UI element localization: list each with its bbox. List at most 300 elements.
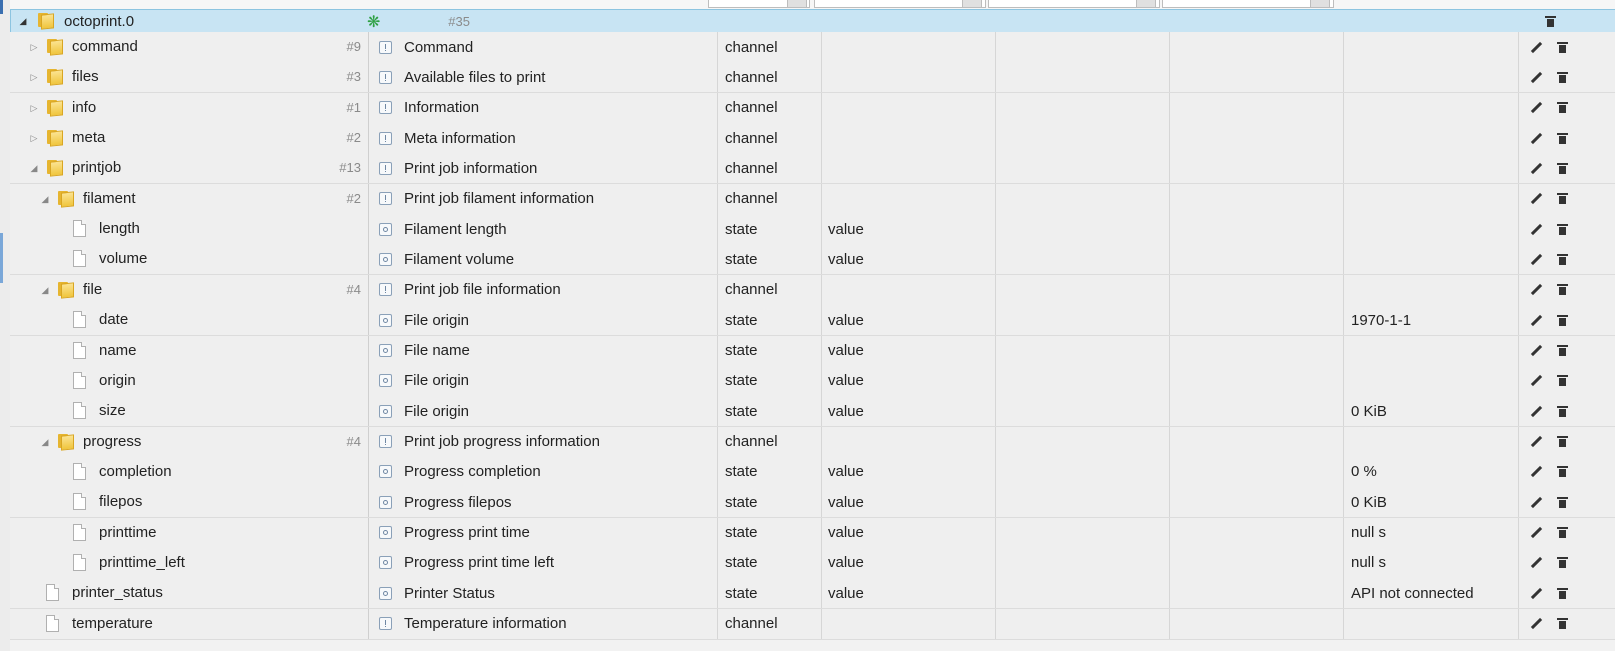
room-cell [996, 396, 1170, 426]
object-count: #3 [346, 69, 361, 85]
trash-icon[interactable] [1549, 184, 1575, 214]
folder-icon [57, 281, 75, 298]
role-cell: value [822, 518, 996, 548]
triangle-right-icon[interactable]: ▷ [30, 133, 38, 144]
pencil-icon[interactable] [1523, 609, 1549, 639]
role-cell: value [822, 244, 996, 274]
actions-cell [1519, 548, 1615, 578]
trash-icon[interactable] [1549, 487, 1575, 517]
id-cell [10, 578, 369, 608]
pencil-icon[interactable] [1523, 396, 1549, 426]
document-icon [73, 524, 86, 541]
id-cell [10, 305, 369, 335]
tree-row[interactable] [10, 578, 1615, 609]
value-cell[interactable] [1344, 366, 1519, 396]
room-cell [996, 336, 1170, 366]
function-cell [1170, 487, 1344, 517]
actions-cell [1519, 396, 1615, 426]
role-cell [822, 153, 996, 183]
triangle-right-icon[interactable]: ▷ [30, 102, 38, 113]
value-cell[interactable]: API not connected [1344, 578, 1519, 608]
pencil-icon[interactable] [1523, 457, 1549, 487]
state-icon [379, 556, 392, 569]
function-cell [1170, 123, 1344, 153]
pencil-icon[interactable] [1523, 366, 1549, 396]
type-cell: state [718, 518, 822, 548]
document-icon [46, 615, 59, 632]
tree-row[interactable] [10, 93, 1615, 124]
role-cell [822, 275, 996, 305]
object-name: Print job filament information [404, 190, 595, 208]
pencil-icon[interactable] [1523, 93, 1549, 123]
id-cell [10, 275, 369, 305]
value-cell[interactable] [1344, 336, 1519, 366]
function-cell [1170, 518, 1344, 548]
value-cell[interactable] [1344, 244, 1519, 274]
value-cell[interactable] [1344, 214, 1519, 244]
role-cell: value [822, 457, 996, 487]
channel-icon [379, 192, 392, 205]
tree-row[interactable] [10, 427, 1615, 458]
actions-cell [1519, 123, 1615, 153]
trash-icon[interactable] [1537, 10, 1563, 33]
type-cell: state [718, 578, 822, 608]
room-cell [996, 578, 1170, 608]
object-id: completion [99, 462, 172, 480]
triangle-right-icon[interactable]: ▷ [30, 72, 38, 83]
room-cell [996, 305, 1170, 335]
room-cell [996, 275, 1170, 305]
object-name: File origin [404, 402, 470, 420]
room-cell [996, 609, 1170, 639]
id-cell [10, 214, 369, 244]
folder-icon [46, 129, 64, 146]
trash-icon[interactable] [1549, 62, 1575, 92]
function-filter-input[interactable] [1162, 0, 1334, 8]
pencil-icon[interactable] [1523, 214, 1549, 244]
channel-icon [379, 101, 392, 114]
object-id: origin [99, 371, 136, 389]
channel-icon [379, 617, 392, 630]
room-cell [996, 244, 1170, 274]
function-cell [1170, 93, 1344, 123]
id-cell [10, 427, 369, 457]
tree-row[interactable] [10, 548, 1615, 579]
type-filter-button[interactable] [787, 0, 807, 8]
name-cell [369, 123, 718, 153]
object-count: #9 [346, 39, 361, 54]
trash-icon[interactable] [1549, 366, 1575, 396]
actions-cell [1519, 336, 1615, 366]
pencil-icon[interactable] [1523, 275, 1549, 305]
role-cell: value [822, 548, 996, 578]
function-cell [1170, 396, 1344, 426]
trash-icon[interactable] [1549, 305, 1575, 335]
function-cell [1170, 62, 1344, 92]
room-cell [996, 123, 1170, 153]
room-cell [996, 548, 1170, 578]
trash-icon[interactable] [1549, 244, 1575, 274]
role-cell: value [822, 366, 996, 396]
name-cell [369, 518, 718, 548]
document-icon [73, 311, 86, 328]
function-cell [1170, 366, 1344, 396]
function-cell [1170, 275, 1344, 305]
folder-icon [46, 159, 64, 176]
room-filter-button[interactable] [1136, 0, 1156, 8]
state-icon [379, 374, 392, 387]
name-cell [369, 275, 718, 305]
function-cell [1170, 578, 1344, 608]
id-cell [10, 487, 369, 517]
type-cell: state [718, 214, 822, 244]
pencil-icon[interactable] [1523, 548, 1549, 578]
room-cell [996, 427, 1170, 457]
tree-row[interactable] [10, 275, 1615, 306]
type-cell: channel [718, 123, 822, 153]
room-cell [996, 32, 1170, 62]
object-id: volume [99, 250, 148, 268]
trash-icon[interactable] [1549, 32, 1575, 62]
function-cell [1170, 609, 1344, 639]
role-cell: value [822, 396, 996, 426]
state-icon [379, 496, 392, 509]
name-cell [369, 578, 718, 608]
name-cell [369, 93, 718, 123]
room-cell [996, 518, 1170, 548]
pencil-icon[interactable] [1523, 578, 1549, 608]
tree-row[interactable] [10, 62, 1615, 93]
triangle-down-icon[interactable]: ◢ [30, 163, 38, 174]
left-nav-strip [0, 0, 10, 651]
pencil-icon[interactable] [1523, 244, 1549, 274]
role-cell [822, 93, 996, 123]
state-icon [379, 405, 392, 418]
type-cell: channel [718, 609, 822, 639]
object-name: Progress print time left [404, 554, 555, 572]
object-id: temperature [72, 614, 153, 632]
pencil-icon[interactable] [1523, 184, 1549, 214]
triangle-down-icon[interactable]: ◢ [41, 284, 49, 295]
role-cell [822, 427, 996, 457]
name-cell [369, 609, 718, 639]
tree-row[interactable] [10, 457, 1615, 488]
id-cell [10, 244, 369, 274]
object-name: Progress filepos [404, 493, 512, 511]
tree-row[interactable] [10, 396, 1615, 427]
object-name: Filament volume [404, 250, 515, 268]
triangle-down-icon[interactable]: ◢ [41, 193, 49, 204]
value-cell[interactable]: null s [1344, 548, 1519, 578]
room-cell [996, 184, 1170, 214]
id-cell [10, 548, 369, 578]
actions-cell [1519, 275, 1615, 305]
tree-row[interactable] [10, 214, 1615, 245]
object-id: filament [83, 189, 136, 207]
value-cell[interactable]: 0 % [1344, 457, 1519, 487]
document-icon [73, 554, 86, 571]
value-cell[interactable] [1344, 93, 1519, 123]
actions-cell [1519, 244, 1615, 274]
tree-row[interactable] [10, 609, 1615, 640]
channel-icon [379, 162, 392, 175]
value-cell[interactable] [1344, 184, 1519, 214]
object-id: name [99, 341, 137, 359]
object-name: Filament length [404, 220, 507, 238]
role-cell [822, 32, 996, 62]
value-cell[interactable] [1344, 153, 1519, 183]
tree-row[interactable] [10, 518, 1615, 549]
actions-cell [1519, 32, 1615, 62]
value-cell[interactable] [1344, 62, 1519, 92]
name-cell [369, 548, 718, 578]
value-cell[interactable] [1344, 427, 1519, 457]
triangle-right-icon[interactable]: ▷ [30, 42, 38, 52]
value-cell[interactable]: 0 KiB [1344, 396, 1519, 426]
value-cell[interactable] [1344, 32, 1519, 62]
pencil-icon[interactable] [1523, 123, 1549, 153]
object-name: File name [404, 342, 470, 359]
name-cell [369, 366, 718, 396]
object-count: #13 [339, 160, 361, 176]
object-name: Printer Status [404, 584, 495, 602]
triangle-down-icon[interactable]: ◢ [19, 16, 27, 26]
name-cell [369, 427, 718, 457]
name-cell [369, 457, 718, 487]
document-icon [73, 463, 86, 480]
state-icon [379, 223, 392, 236]
object-name: Progress completion [404, 463, 541, 481]
object-id: printtime [99, 523, 157, 541]
function-cell [1170, 153, 1344, 183]
folder-icon [46, 68, 64, 85]
room-cell [996, 214, 1170, 244]
function-cell [1170, 305, 1344, 335]
id-cell [10, 32, 369, 62]
pencil-icon[interactable] [1523, 427, 1549, 457]
name-cell [369, 153, 718, 183]
object-count: #1 [346, 99, 361, 115]
trash-icon[interactable] [1549, 123, 1575, 153]
actions-cell [1519, 93, 1615, 123]
object-name: Print job progress information [404, 433, 600, 451]
object-name: File origin [404, 311, 470, 329]
function-cell [1170, 457, 1344, 487]
object-count: #2 [346, 190, 361, 206]
trash-icon[interactable] [1549, 275, 1575, 305]
pencil-icon[interactable] [1523, 62, 1549, 92]
value-cell[interactable]: 1970-1-1 [1344, 305, 1519, 335]
state-icon [379, 465, 392, 478]
pencil-icon[interactable] [1523, 32, 1549, 62]
tree-row[interactable] [10, 184, 1615, 215]
type-cell: state [718, 457, 822, 487]
document-icon [73, 493, 86, 510]
pencil-icon[interactable] [1523, 153, 1549, 183]
actions-cell [1519, 518, 1615, 548]
trash-icon[interactable] [1549, 214, 1575, 244]
type-cell: state [718, 244, 822, 274]
object-name: Information [404, 99, 480, 117]
actions-cell [1519, 184, 1615, 214]
tree-row[interactable] [10, 487, 1615, 518]
role-cell: value [822, 336, 996, 366]
value-cell[interactable]: null s [1344, 518, 1519, 548]
role-filter-input[interactable] [814, 0, 986, 8]
object-name: File origin [404, 372, 470, 390]
room-cell [996, 487, 1170, 517]
id-cell [10, 62, 369, 92]
trash-icon[interactable] [1549, 518, 1575, 548]
actions-cell [1519, 457, 1615, 487]
role-cell [822, 123, 996, 153]
id-cell [10, 93, 369, 123]
name-cell [369, 396, 718, 426]
actions-cell [1519, 305, 1615, 335]
triangle-down-icon[interactable]: ◢ [41, 436, 49, 447]
octoprint-logo-icon: ❋ [367, 13, 381, 31]
type-cell: state [718, 366, 822, 396]
state-icon [379, 526, 392, 539]
room-filter-input[interactable] [988, 0, 1160, 8]
folder-icon [37, 12, 55, 29]
function-cell [1170, 336, 1344, 366]
role-cell [822, 62, 996, 92]
object-id: printtime_left [99, 553, 185, 571]
value-cell[interactable] [1344, 123, 1519, 153]
object-name: Print job information [404, 159, 538, 177]
object-count: #4 [346, 433, 361, 449]
value-cell[interactable] [1344, 275, 1519, 305]
trash-icon[interactable] [1549, 457, 1575, 487]
state-icon [379, 253, 392, 266]
document-icon [46, 584, 59, 601]
object-name: Temperature information [404, 615, 567, 633]
adapter-object-count: #35 [448, 14, 470, 29]
value-cell[interactable]: 0 KiB [1344, 487, 1519, 517]
name-cell [369, 487, 718, 517]
tree-row[interactable] [10, 305, 1615, 336]
pencil-icon[interactable] [1523, 487, 1549, 517]
object-name: Meta information [404, 129, 516, 147]
name-cell [369, 214, 718, 244]
adapter-id: octoprint.0 [64, 13, 135, 30]
type-cell: channel [718, 427, 822, 457]
object-id: info [72, 98, 97, 116]
room-cell [996, 366, 1170, 396]
object-id: printjob [72, 159, 122, 177]
actions-cell [1519, 62, 1615, 92]
actions-cell [1519, 578, 1615, 608]
id-cell [10, 184, 369, 214]
id-cell [10, 366, 369, 396]
name-cell [369, 244, 718, 274]
document-icon [73, 372, 86, 389]
function-cell [1170, 32, 1344, 62]
object-count: #2 [346, 130, 361, 146]
name-cell [369, 184, 718, 214]
tree-row[interactable] [10, 153, 1615, 184]
trash-icon[interactable] [1549, 548, 1575, 578]
tree-row[interactable] [10, 123, 1615, 154]
role-filter-button[interactable] [962, 0, 982, 8]
object-id: printer_status [72, 584, 163, 602]
trash-icon[interactable] [1549, 336, 1575, 366]
role-cell: value [822, 214, 996, 244]
actions-cell [1519, 427, 1615, 457]
nav-active-marker [0, 0, 3, 14]
pencil-icon[interactable] [1523, 305, 1549, 335]
adapter-row-octoprint[interactable] [10, 9, 1615, 34]
type-cell: state [718, 487, 822, 517]
object-id: size [99, 402, 126, 420]
tree-row[interactable] [10, 244, 1615, 275]
pencil-icon[interactable] [1523, 336, 1549, 366]
trash-icon[interactable] [1549, 427, 1575, 457]
object-id: length [99, 220, 140, 238]
actions-cell [1519, 214, 1615, 244]
actions-cell [1519, 366, 1615, 396]
name-cell [369, 336, 718, 366]
tree-row[interactable] [10, 336, 1615, 367]
channel-icon [379, 71, 392, 84]
object-id: file [83, 280, 103, 298]
actions-cell [1519, 609, 1615, 639]
function-filter-button[interactable] [1310, 0, 1330, 8]
value-cell[interactable] [1344, 609, 1519, 639]
id-cell [10, 457, 369, 487]
type-cell: channel [718, 184, 822, 214]
trash-icon[interactable] [1549, 396, 1575, 426]
type-cell: state [718, 305, 822, 335]
id-cell [10, 123, 369, 153]
trash-icon[interactable] [1549, 153, 1575, 183]
function-cell [1170, 184, 1344, 214]
tree-row[interactable] [10, 366, 1615, 397]
type-cell: state [718, 396, 822, 426]
document-icon [73, 250, 86, 267]
tree-row[interactable] [10, 32, 1615, 63]
object-name: Progress print time [404, 524, 530, 542]
room-cell [996, 153, 1170, 183]
trash-icon[interactable] [1549, 93, 1575, 123]
trash-icon[interactable] [1549, 578, 1575, 608]
object-id: filepos [99, 493, 143, 511]
actions-cell [1519, 487, 1615, 517]
folder-icon [57, 433, 75, 450]
channel-icon [379, 132, 392, 145]
name-cell [369, 305, 718, 335]
id-cell [10, 518, 369, 548]
channel-icon [379, 283, 392, 296]
type-cell: state [718, 548, 822, 578]
id-cell [10, 609, 369, 639]
object-name: Available files to print [404, 68, 546, 86]
role-cell: value [822, 578, 996, 608]
trash-icon[interactable] [1549, 609, 1575, 639]
object-id: command [72, 38, 138, 55]
function-cell [1170, 548, 1344, 578]
role-cell: value [822, 487, 996, 517]
function-cell [1170, 244, 1344, 274]
folder-icon [46, 99, 64, 116]
folder-icon [46, 38, 64, 55]
id-cell [10, 396, 369, 426]
room-cell [996, 93, 1170, 123]
document-icon [73, 342, 86, 359]
channel-icon [379, 41, 392, 54]
pencil-icon[interactable] [1523, 518, 1549, 548]
